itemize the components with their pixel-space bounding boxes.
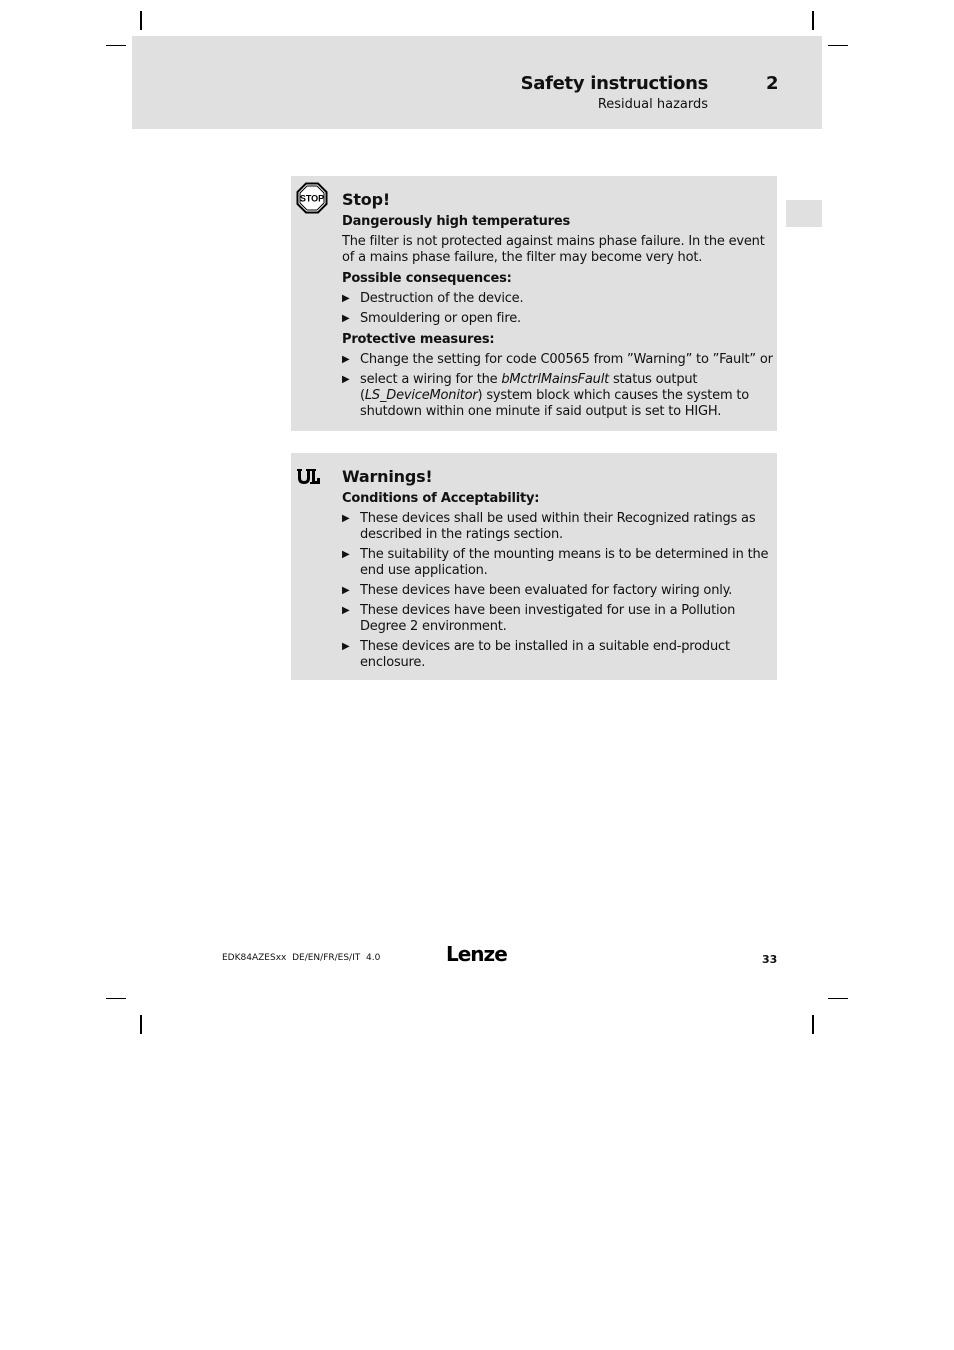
crop-mark [140,1015,142,1034]
crop-mark [140,11,142,30]
crop-mark [812,1015,814,1034]
conditions-list [342,511,771,671]
hazard-description: The filter is not protected against mains phase failure. In the event of a mains phase failure, the filter may become very hot. [342,234,765,265]
list-item: ▶ Destruction of the device. [342,291,771,307]
list-item: ▶ The suitability of the mounting means is to be determined in the end use application. [342,547,771,579]
warnings-notice-box [291,453,777,680]
lenze-logo: Lenze [446,942,507,966]
system-block-name: LS_DeviceMonitor [364,388,478,403]
stop-sign-icon [296,182,328,218]
crop-mark [106,998,126,999]
list-item [342,372,771,420]
crop-mark [828,45,848,46]
list-item: ▶ Smouldering or open fire. [342,311,771,327]
document-identifier [222,953,380,963]
measure-text: select a wiring for the [360,372,502,387]
measures-list [342,352,771,420]
list-item: ▶ These devices have been evaluated for factory wiring only. [342,583,771,599]
measure-text: ) system block which causes the system to shutdown within one minute if said output is set to HIGH. [360,388,749,419]
stop-notice-box [291,176,777,431]
consequences-heading: Possible consequences: [342,271,512,286]
header-band [132,36,822,129]
list-item: ▶ These devices have been investigated for use in a Pollution Degree 2 environment. [342,603,771,635]
chapter-tab-marker [786,200,822,227]
page-title: Safety instructions [520,73,708,94]
stop-sign-label: STOP [299,193,325,204]
ul-recognized-mark-icon [296,466,322,490]
stop-title: Stop! [342,190,390,209]
signal-name: bMctrlMainsFault [501,372,610,387]
list-item: ▶ These devices shall be used within their Recognized ratings as described in the ratings section. [342,511,771,543]
warnings-title: Warnings! [342,467,433,486]
list-item: ▶ Change the setting for code C00565 from ”Warning” to ”Fault” or [342,352,771,368]
doc-languages: DE/EN/FR/ES/IT [292,953,361,963]
page-subtitle: Residual hazards [597,97,708,112]
crop-mark [828,998,848,999]
page-number: 33 [762,953,778,966]
measures-heading: Protective measures: [342,332,495,347]
chapter-number: 2 [766,73,779,94]
list-item: ▶ These devices are to be installed in a suitable end-product enclosure. [342,639,771,671]
conditions-heading: Conditions of Acceptability: [342,491,540,506]
consequences-list [342,291,771,327]
measure-text: status output ( [360,372,698,403]
doc-version: 4.0 [365,953,381,963]
crop-mark [812,11,814,30]
hazard-heading: Dangerously high temperatures [342,214,571,229]
crop-mark [106,45,126,46]
doc-id: EDK84AZESxx [222,953,287,963]
